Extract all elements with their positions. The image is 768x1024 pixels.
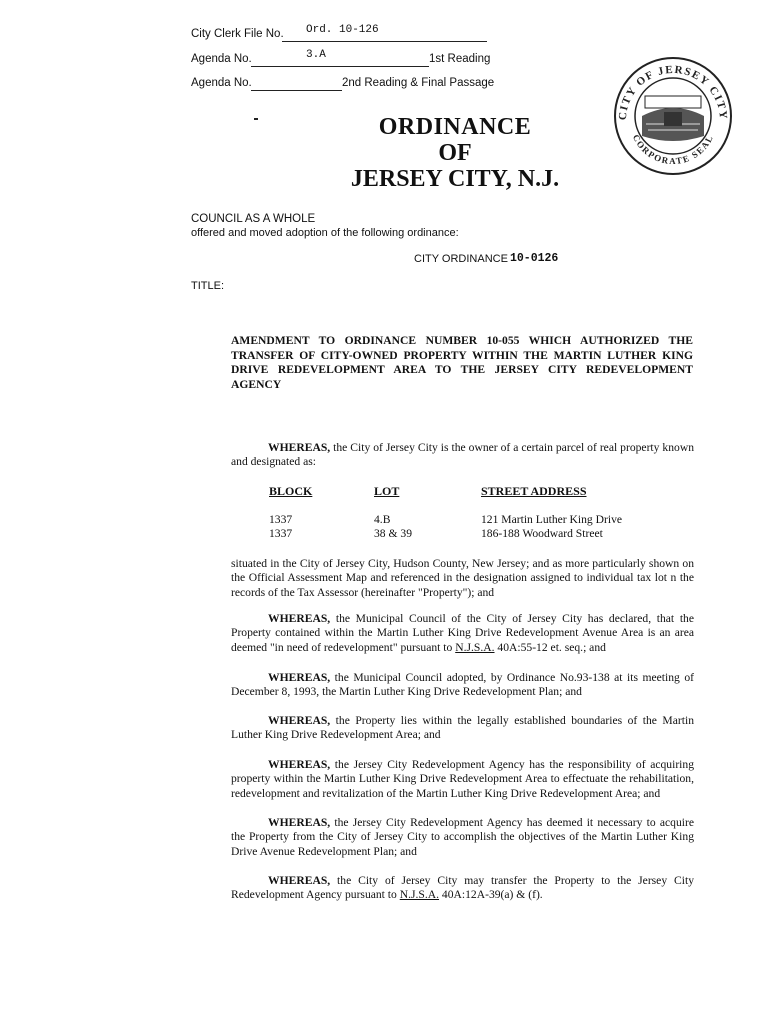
table-cell: 186-188 Woodward Street xyxy=(481,527,603,540)
seal-bottom-text: CORPORATE SEAL xyxy=(630,132,716,167)
title-ordinance: ORDINANCE xyxy=(378,114,532,140)
whereas-2-text-b: 40A:55-12 et. seq.; and xyxy=(494,640,606,654)
clerk-file-value: Ord. 10-126 xyxy=(306,24,379,36)
whereas-3 xyxy=(231,671,694,700)
whereas-5 xyxy=(231,758,694,801)
agenda2-label: Agenda No. xyxy=(191,77,252,89)
agenda1-label: Agenda No. xyxy=(191,53,252,65)
title-label: TITLE: xyxy=(191,280,225,292)
title-jersey-city: JERSEY CITY, N.J. xyxy=(350,166,560,192)
title-of: OF xyxy=(438,140,472,166)
table-cell: 1337 xyxy=(269,527,293,540)
table-header-block: BLOCK xyxy=(269,484,313,498)
ordinance-number-value: 10-0126 xyxy=(510,252,559,265)
whereas-7-text-b: 40A:12A-39(a) & (f). xyxy=(439,888,543,902)
whereas-1-text: the City of Jersey City is the owner of a certain parcel of real property known and designated as: xyxy=(231,441,694,469)
whereas-2 xyxy=(231,612,694,655)
whereas-4-lead: WHEREAS, xyxy=(268,714,331,727)
agenda1-underline xyxy=(251,66,429,67)
clerk-file-label: City Clerk File No. xyxy=(191,28,284,40)
whereas-4 xyxy=(231,714,694,743)
council-line2: offered and moved adoption of the following ordinance: xyxy=(191,227,459,239)
whereas-5-text: the Jersey City Redevelopment Agency has the responsibility of acquiring property within the Martin Luther King Drive Redevelopment Area to effectuate the rehabilitation, redevelopment and revitalization of the Martin Luther King Drive Redevelopment Area; and xyxy=(231,758,694,800)
whereas-1-lead: WHEREAS, xyxy=(268,441,331,454)
ordinance-number-label: CITY ORDINANCE xyxy=(414,253,508,265)
clerk-file-underline xyxy=(282,41,487,42)
agenda1-value: 3.A xyxy=(306,49,326,61)
whereas-7-text-a: the City of Jersey City may transfer the Property to the Jersey City Redevelopment Agency pursuant to xyxy=(231,874,694,902)
whereas-6 xyxy=(231,816,694,859)
table-cell: 121 Martin Luther King Drive xyxy=(481,513,623,526)
whereas-3-lead: WHEREAS, xyxy=(268,671,331,684)
whereas-2-lead: WHEREAS, xyxy=(268,612,331,625)
whereas-3-text: the Municipal Council adopted, by Ordinance No.93-138 at its meeting of December 8, 1993, the Martin Luther King Drive Redevelopment Plan; and xyxy=(231,671,694,699)
whereas-1 xyxy=(231,441,694,470)
table-header-street: STREET ADDRESS xyxy=(481,484,587,498)
ordinance-title-text: AMENDMENT TO ORDINANCE NUMBER 10-055 WHICH AUTHORIZED THE TRANSFER OF CITY-OWNED PROPERTY WITHIN THE MARTIN LUTHER KING DRIVE REDEVELOPMENT AREA TO THE JERSEY CITY REDEVELOPMENT AGENCY xyxy=(231,334,693,391)
table-header-lot: LOT xyxy=(374,484,400,498)
table-cell: 4.B xyxy=(374,513,391,526)
whereas-6-text: the Jersey City Redevelopment Agency has deemed it necessary to acquire the Property from the City of Jersey City to accomplish the objectives of the Martin Luther King Drive Avenue Redevelopment Plan; and xyxy=(231,816,694,858)
whereas-7 xyxy=(231,874,694,903)
whereas-5-lead: WHEREAS, xyxy=(268,758,331,771)
seal-top-text: CITY OF JERSEY CITY xyxy=(616,63,730,121)
table-cell: 1337 xyxy=(269,513,293,526)
whereas-2-cite: N.J.S.A. xyxy=(455,640,495,654)
agenda2-underline xyxy=(251,90,342,91)
table-cell: 38 & 39 xyxy=(374,527,413,540)
whereas-4-text: the Property lies within the legally established boundaries of the Martin Luther King Drive Redevelopment Area; and xyxy=(231,714,694,742)
agenda1-suffix: 1st Reading xyxy=(429,53,491,65)
whereas-6-lead: WHEREAS, xyxy=(268,816,331,829)
whereas-7-lead: WHEREAS, xyxy=(268,874,331,887)
agenda2-suffix: 2nd Reading & Final Passage xyxy=(342,77,495,89)
whereas-2-text-a: the Municipal Council of the City of Jersey City has declared, that the Property contained within the Martin Luther King Drive Redevelopment Avenue Area is an area deemed "in need of redevelopment" pursuant to xyxy=(231,612,694,654)
situated-paragraph: situated in the City of Jersey City, Hudson County, New Jersey; and as more particularly shown on the Official Assessment Map and referenced in the designation assigned to individual tax lot n the records of the Tax Assessor (hereinafter "Property"); and xyxy=(231,557,694,599)
whereas-7-cite: N.J.S.A. xyxy=(399,888,440,902)
corporate-seal-icon xyxy=(612,54,734,178)
stray-mark xyxy=(254,118,258,120)
council-line1: COUNCIL AS A WHOLE xyxy=(191,213,316,225)
